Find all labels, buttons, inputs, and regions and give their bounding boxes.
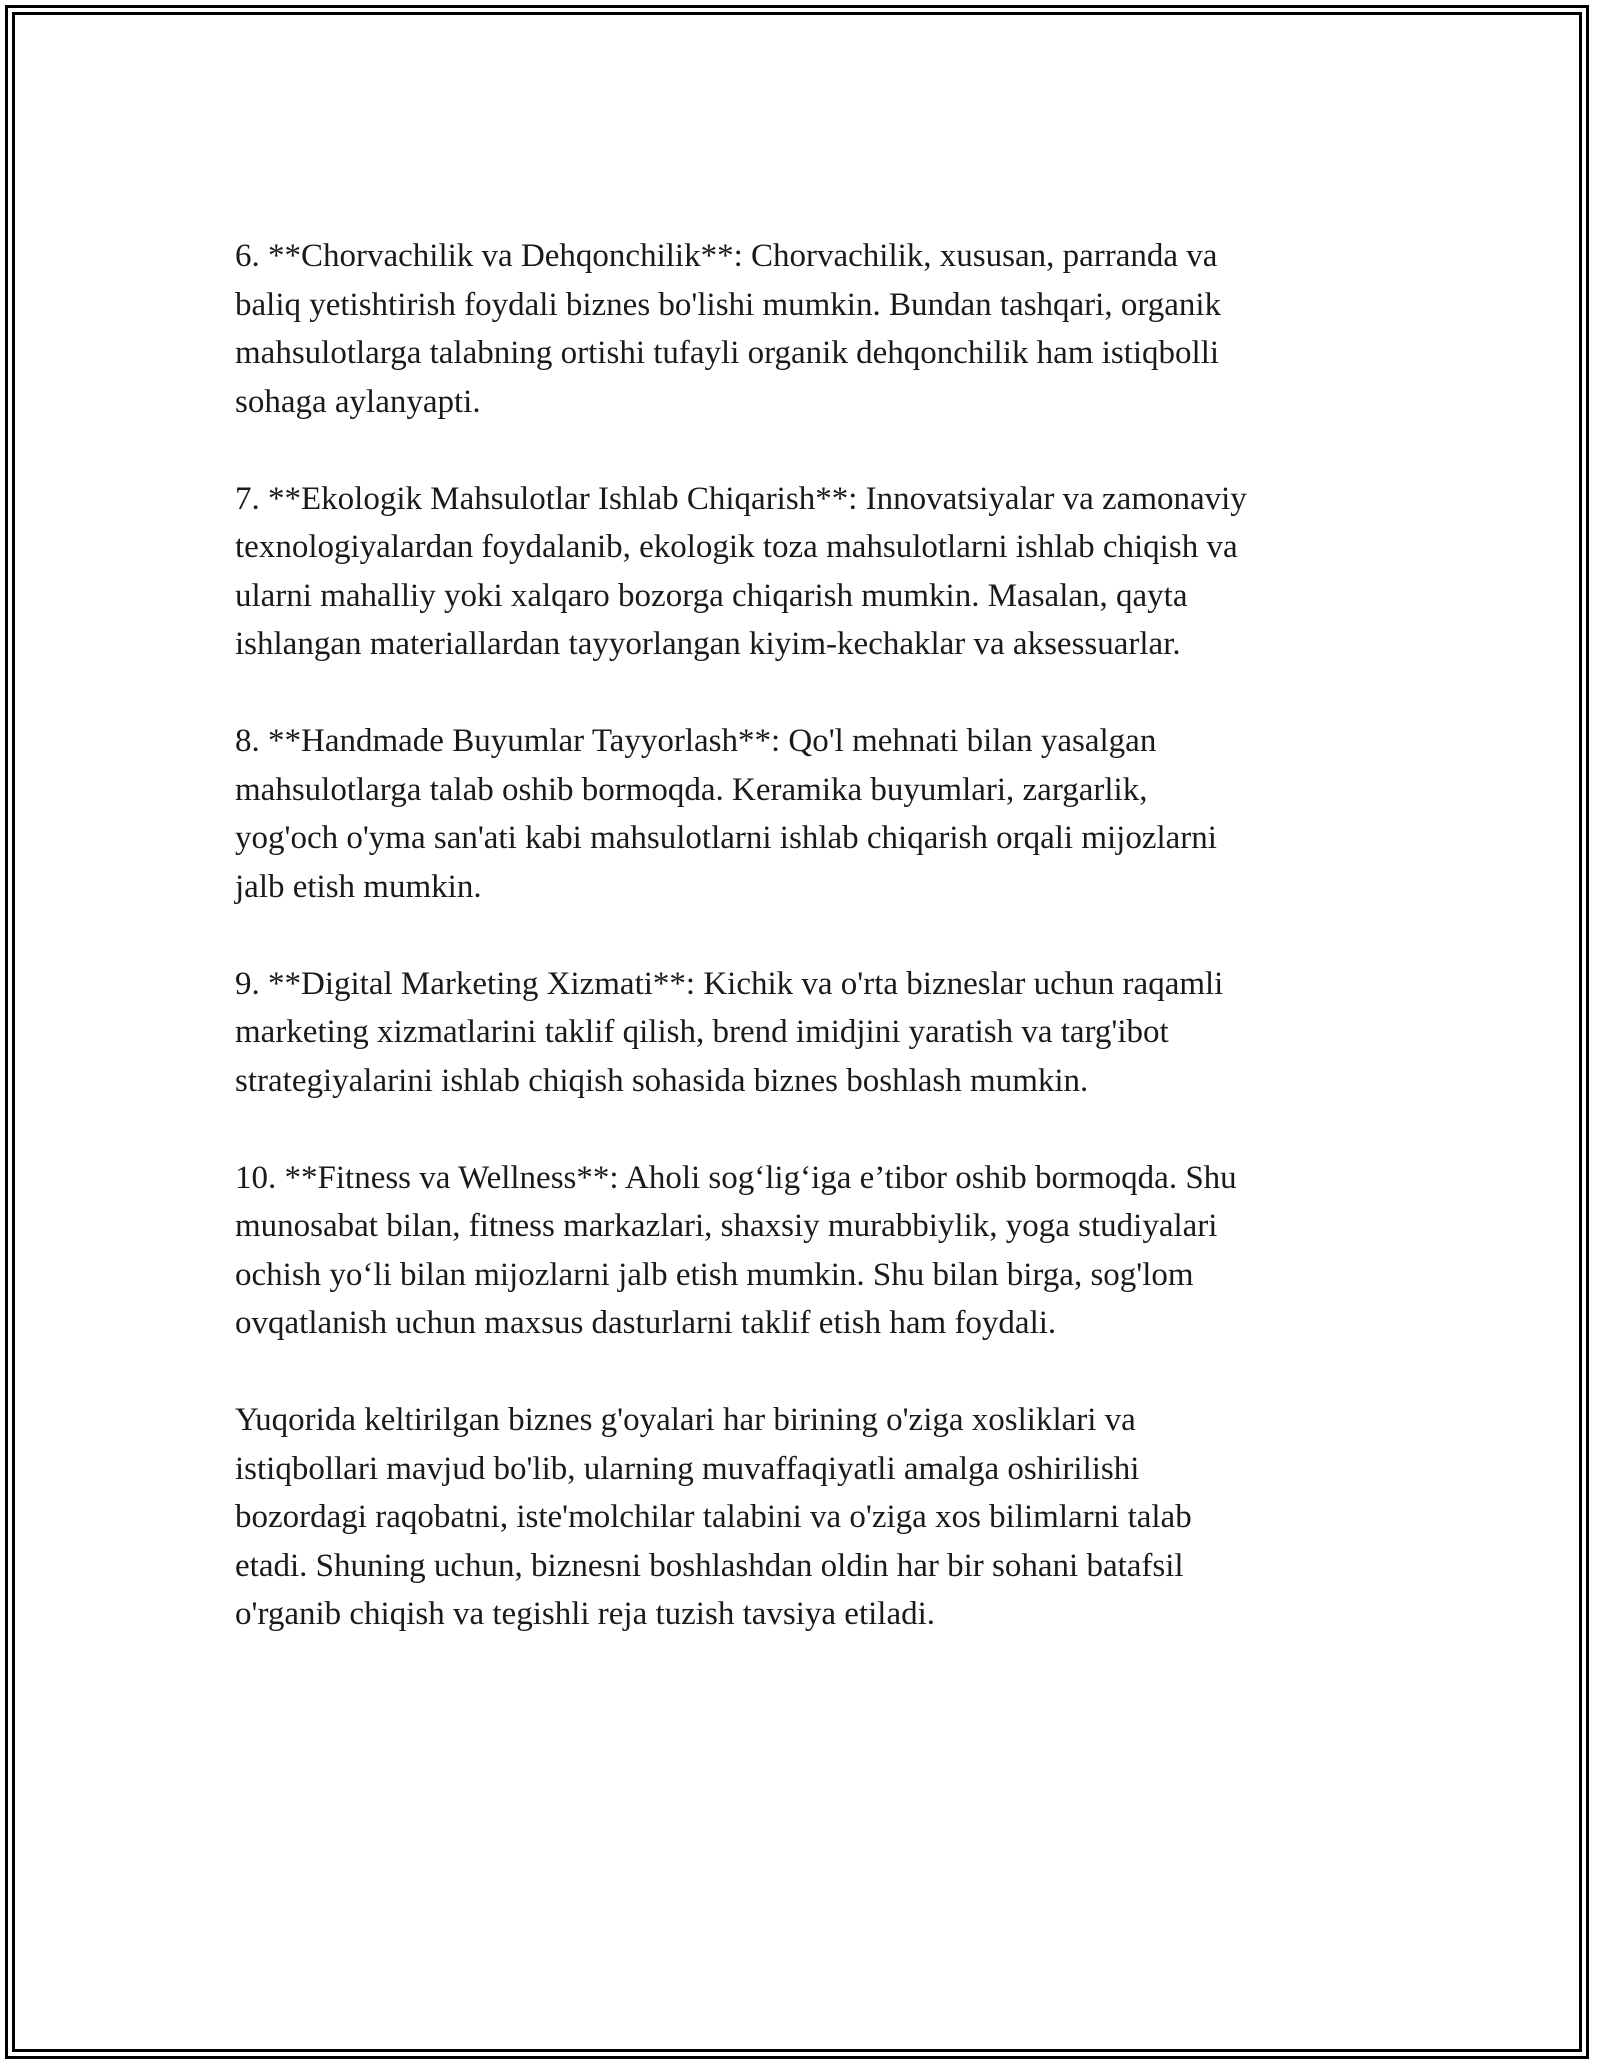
paragraph-item-7: 7. **Ekologik Mahsulotlar Ishlab Chiqarish**: Innovatsiyalar va zamonaviy texnologiyalardan foydalanib, ekologik toza mahsulotlarni ishlab chiqish va ularni mahalliy yoki xalqaro bozorga chiqarish mumkin. Masalan, qayta ishlangan materiallardan tayyorlangan kiyim-kechaklar va aksessuarlar. — [235, 480, 1247, 662]
paragraph-item-9: 9. **Digital Marketing Xizmati**: Kichik va o'rta bizneslar uchun raqamli marketing xizmatlarini taklif qilish, brend imidjini yaratish va targ'ibot strategiyalarini ishlab chiqish sohasida biznes boshlash mumkin. — [235, 965, 1224, 1099]
paragraph-item-8: 8. **Handmade Buyumlar Tayyorlash**: Qo'l mehnati bilan yasalgan mahsulotlarga talab oshib bormoqda. Keramika buyumlari, zargarlik, yog'och o'yma san'ati kabi mahsulotlarni ishlab chiqarish orqali mijozlarni jalb etish mumkin. — [235, 723, 1217, 905]
document-body — [235, 232, 1385, 1687]
paragraph-conclusion: Yuqorida keltirilgan biznes g'oyalari har birining o'ziga xosliklari va istiqbollari mavjud bo'lib, ularning muvaffaqiyatli amalga oshirilishi bozordagi raqobatni, iste'molchilar talabini va o'ziga xos bilimlarni talab etadi. Shuning uchun, biznesni boshlashdan oldin har bir sohani batafsil o'rganib chiqish va tegishli reja tuzish tavsiya etiladi. — [235, 1402, 1192, 1632]
paragraph-item-10: 10. **Fitness va Wellness**: Aholi sog‘lig‘iga e’tibor oshib bormoqda. Shu munosabat bilan, fitness markazlari, shaxsiy murabbiylik, yoga studiyalari ochish yo‘li bilan mijozlarni jalb etish mumkin. Shu bilan birga, sog'lom ovqatlanish uchun maxsus dasturlarni taklif etish ham foydali. — [235, 1159, 1237, 1341]
paragraph-item-6: 6. **Chorvachilik va Dehqonchilik**: Chorvachilik, xususan, parranda va baliq yetishtirish foydali biznes bo'lishi mumkin. Bundan tashqari, organik mahsulotlarga talabning ortishi tufayli organik dehqonchilik ham istiqbolli sohaga aylanyapti. — [235, 238, 1222, 420]
